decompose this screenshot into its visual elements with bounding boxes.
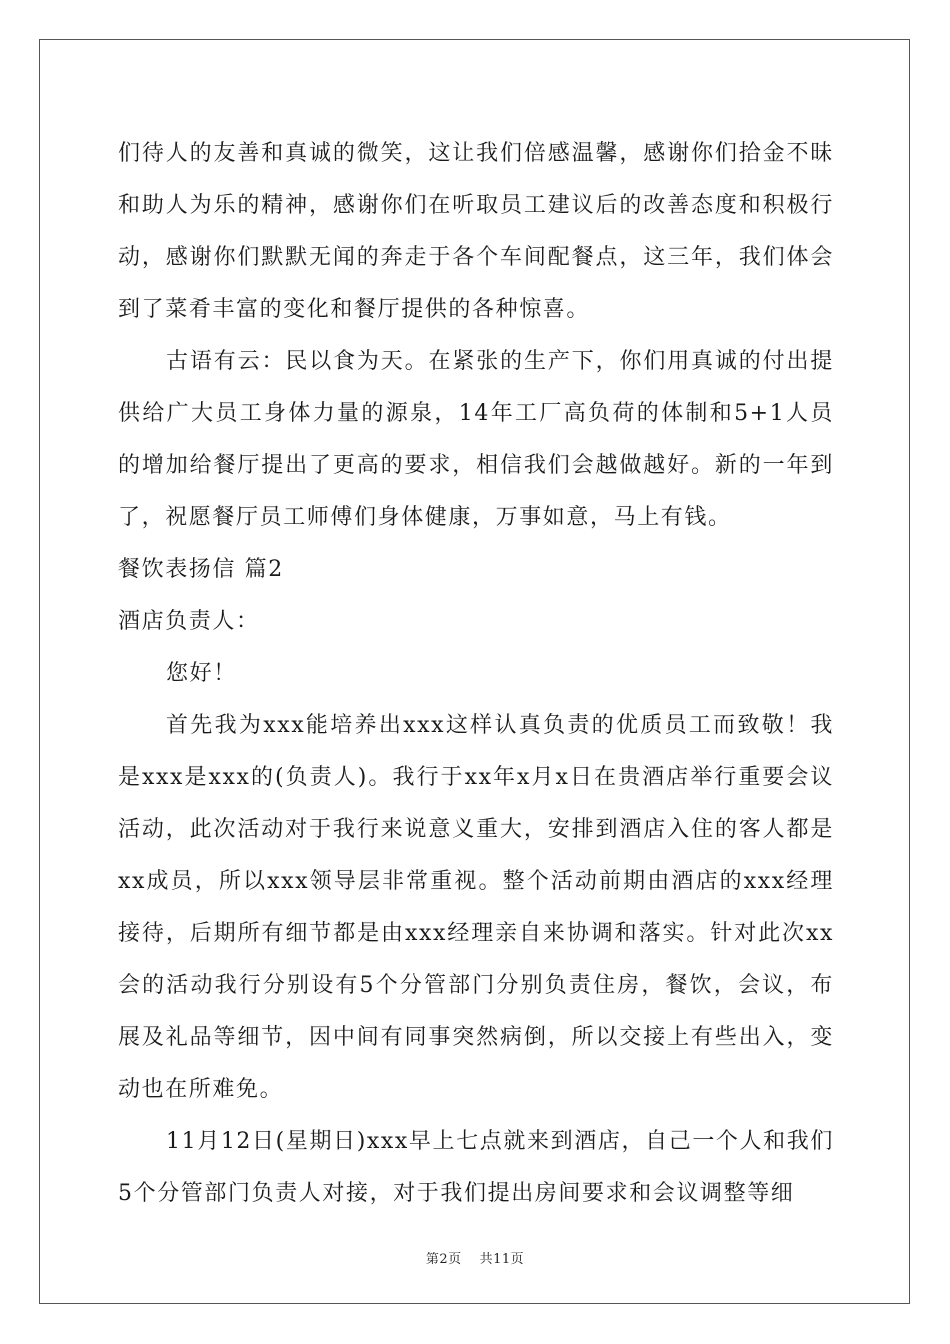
salutation: 酒店负责人： <box>118 609 260 634</box>
paragraph-body-2: 11月12日(星期日)xxx早上七点就来到酒店，自己一个人和我们5个分管部门负责人对接，对于我们提出房间要求和会议调整等细 <box>118 1129 834 1206</box>
document-body <box>118 128 834 1220</box>
page-number: 第2页 <box>425 1252 462 1267</box>
page-footer <box>0 1248 950 1267</box>
greeting: 您好！ <box>166 661 237 686</box>
paragraph-body-1: 首先我为xxx能培养出xxx这样认真负责的优质员工而致敬！我是xxx是xxx的(负责人)。我行于xx年x月x日在贵酒店举行重要会议活动，此次活动对于我行来说意义重大，安排到酒店入住的客人都是xx成员，所以xxx领导层非常重视。整个活动前期由酒店的xxx经理接待，后期所有细节都是由xxx经理亲自来协调和落实。针对此次xx会的活动我行分别设有5个分管部门分别负责住房，餐饮，会议，布展及礼品等细节，因中间有同事突然病倒，所以交接上有些出入，变动也在所难免。 <box>118 713 834 1102</box>
section-title: 餐饮表扬信 篇2 <box>118 557 284 582</box>
paragraph-proverb: 古语有云：民以食为天。在紧张的生产下，你们用真诚的付出提供给广大员工身体力量的源泉，14年工厂高负荷的体制和5+1人员的增加给餐厅提出了更高的要求，相信我们会越做越好。新的一年到了，祝愿餐厅员工师傅们身体健康，万事如意，马上有钱。 <box>118 349 834 530</box>
paragraph-continuation: 们待人的友善和真诚的微笑，这让我们倍感温馨，感谢你们拾金不昧和助人为乐的精神，感谢你们在听取员工建议后的改善态度和积极行动，感谢你们默默无闻的奔走于各个车间配餐点，这三年，我们体会到了菜肴丰富的变化和餐厅提供的各种惊喜。 <box>118 141 834 322</box>
page-total: 共11页 <box>479 1252 525 1267</box>
